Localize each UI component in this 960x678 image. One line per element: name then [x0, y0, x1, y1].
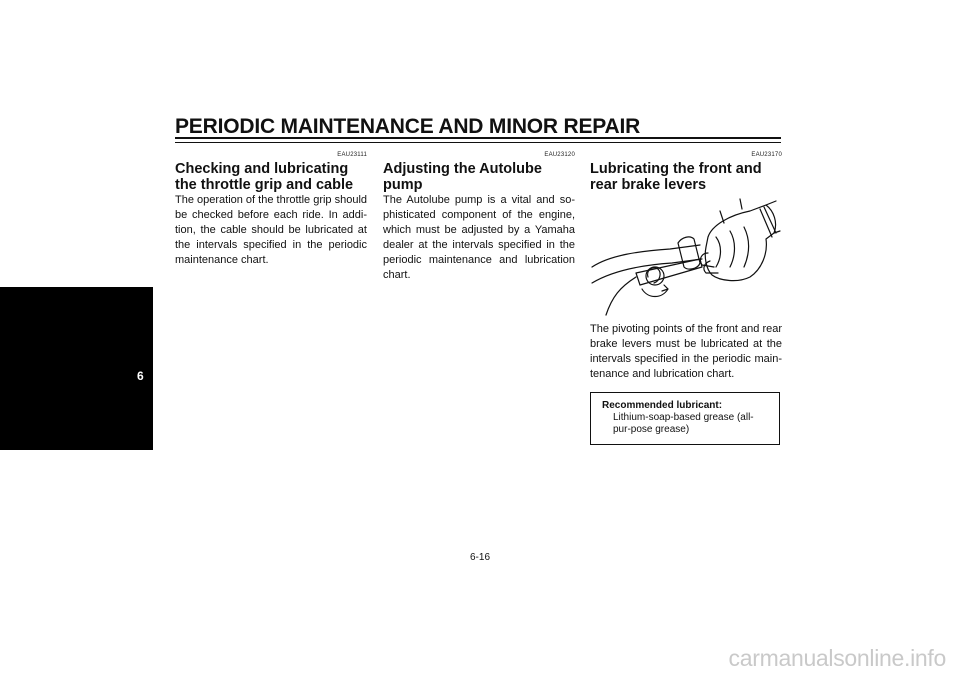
gloved-hand — [705, 205, 775, 281]
section-body: The pivoting points of the front and rear brake levers must be lubricated at the intervals specified in the periodic main-tenance and lubrication chart. — [590, 323, 783, 380]
section-body: The operation of the throttle grip should be checked before each ride. In addi-tion, the cable should be lubricated at the intervals specified in the periodic maintenance chart. — [175, 194, 368, 266]
section-heading: Lubricating the front and rear brake levers — [590, 161, 762, 193]
section-autolube — [383, 152, 575, 283]
lubricant-label: Recommended lubricant: — [602, 400, 723, 411]
watermark: carmanualsonline.info — [728, 645, 946, 671]
section-body: The Autolube pump is a vital and so-phisticated component of the engine, which must be adjusted by a Yamaha dealer at the intervals specified in the periodic maintenance and lubrication chart. — [383, 194, 575, 281]
chapter-number: 6 — [137, 369, 144, 383]
title-rule — [175, 137, 781, 143]
handlebar — [592, 245, 700, 267]
section-throttle — [175, 152, 367, 268]
page-number: 6-16 — [469, 552, 490, 563]
chapter-tab — [0, 287, 153, 450]
section-code: EAU23170 — [751, 152, 782, 158]
brake-cable — [606, 277, 636, 315]
throttle-grip — [678, 237, 700, 269]
section-heading: Checking and lubricating the throttle grip and cable — [175, 161, 354, 193]
lubricant-value: Lithium-soap-based grease (all-pur-pose grease) — [613, 412, 754, 435]
section-code: EAU23111 — [337, 152, 367, 158]
section-brake-levers — [590, 152, 782, 445]
brake-lever-illustration — [590, 197, 782, 317]
section-code: EAU23120 — [544, 152, 575, 158]
section-heading: Adjusting the Autolube pump — [383, 161, 542, 193]
lubricant-box — [590, 392, 780, 445]
page-title: PERIODIC MAINTENANCE AND MINOR REPAIR — [175, 115, 641, 138]
